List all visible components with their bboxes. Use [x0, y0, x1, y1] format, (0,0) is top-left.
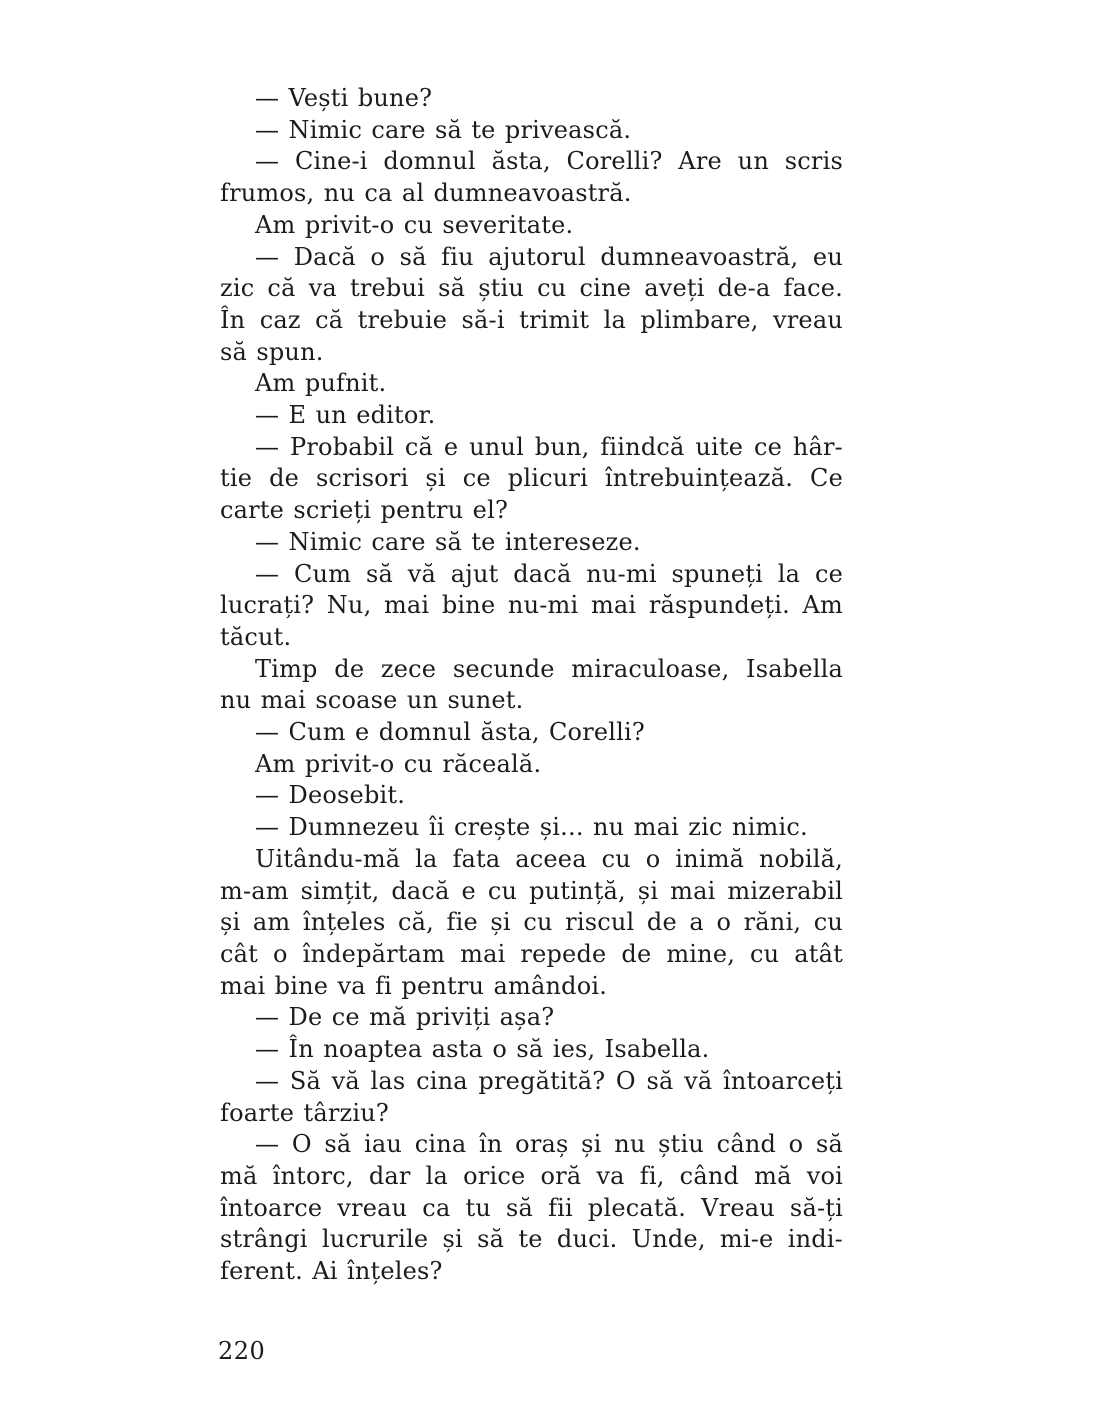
text-line: — Dacă o să fiu ajutorul dumneavoastră, eu: [255, 242, 843, 271]
text-line: Uitându-mă la fata aceea cu o inimă nobilă,: [255, 844, 843, 873]
text-line: foarte târziu?: [220, 1098, 389, 1127]
text-line: mai bine va fi pentru amândoi.: [220, 971, 608, 1000]
text-line: zic că va trebui să știu cu cine aveți de-a face.: [220, 274, 843, 303]
text-line: — Vești bune?: [255, 84, 433, 112]
text-line: frumos, nu ca al dumneavoastră.: [220, 179, 632, 208]
text-line: strângi lucrurile și să te duci. Unde, mi-e indi-: [220, 1225, 843, 1254]
text-line: — Nimic care să te intereseze.: [255, 527, 641, 556]
page-number: 220: [218, 1337, 266, 1365]
text-line: În caz că trebuie să-i trimit la plimbare, vreau: [220, 305, 843, 334]
text-line: carte scrieți pentru el?: [220, 496, 509, 525]
text-line: — Dumnezeu îi crește și... nu mai zic nimic.: [255, 813, 808, 842]
text-line: cât o îndepărtam mai repede de mine, cu atât: [220, 939, 843, 968]
body-text: [220, 83, 843, 1288]
text-line: tăcut.: [220, 622, 292, 651]
text-line: — O să iau cina în oraș și nu știu când o să: [255, 1130, 843, 1159]
text-line: Am privit-o cu răceală.: [255, 749, 542, 778]
text-line: întoarce vreau ca tu să fii plecată. Vreau să-ți: [220, 1193, 843, 1222]
text-line: Am privit-o cu severitate.: [255, 210, 574, 239]
text-line: — Cine-i domnul ăsta, Corelli? Are un scris: [255, 147, 843, 176]
text-line: să spun.: [220, 337, 324, 366]
text-line: Am pufnit.: [255, 369, 387, 398]
text-line: — Cum să vă ajut dacă nu-mi spuneți la ce: [255, 559, 843, 588]
text-line: — E un editor.: [255, 401, 436, 430]
text-line: — Să vă las cina pregătită? O să vă întoarceți: [255, 1066, 843, 1095]
text-line: mă întorc, dar la orice oră va fi, când mă voi: [220, 1161, 843, 1190]
text-line: — Probabil că e unul bun, fiindcă uite ce hâr-: [255, 432, 843, 461]
text-line: ferent. Ai înțeles?: [220, 1257, 443, 1286]
text-line: nu mai scoase un sunet.: [220, 686, 524, 715]
text-line: m-am simțit, dacă e cu putință, și mai mizerabil: [220, 876, 843, 905]
text-line: lucrați? Nu, mai bine nu-mi mai răspundeți. Am: [220, 591, 843, 620]
text-line: — Nimic care să te privească.: [255, 115, 632, 144]
text-line: — Deosebit.: [255, 781, 406, 810]
text-line: Timp de zece secunde miraculoase, Isabella: [255, 654, 843, 683]
text-line: tie de scrisori și ce plicuri întrebuințează. Ce: [220, 464, 843, 493]
text-line: — Cum e domnul ăsta, Corelli?: [255, 718, 645, 747]
text-line: — În noaptea asta o să ies, Isabella.: [255, 1035, 710, 1064]
text-line: — De ce mă priviți așa?: [255, 1003, 555, 1032]
text-line: și am înțeles că, fie și cu riscul de a o răni, cu: [220, 908, 843, 937]
